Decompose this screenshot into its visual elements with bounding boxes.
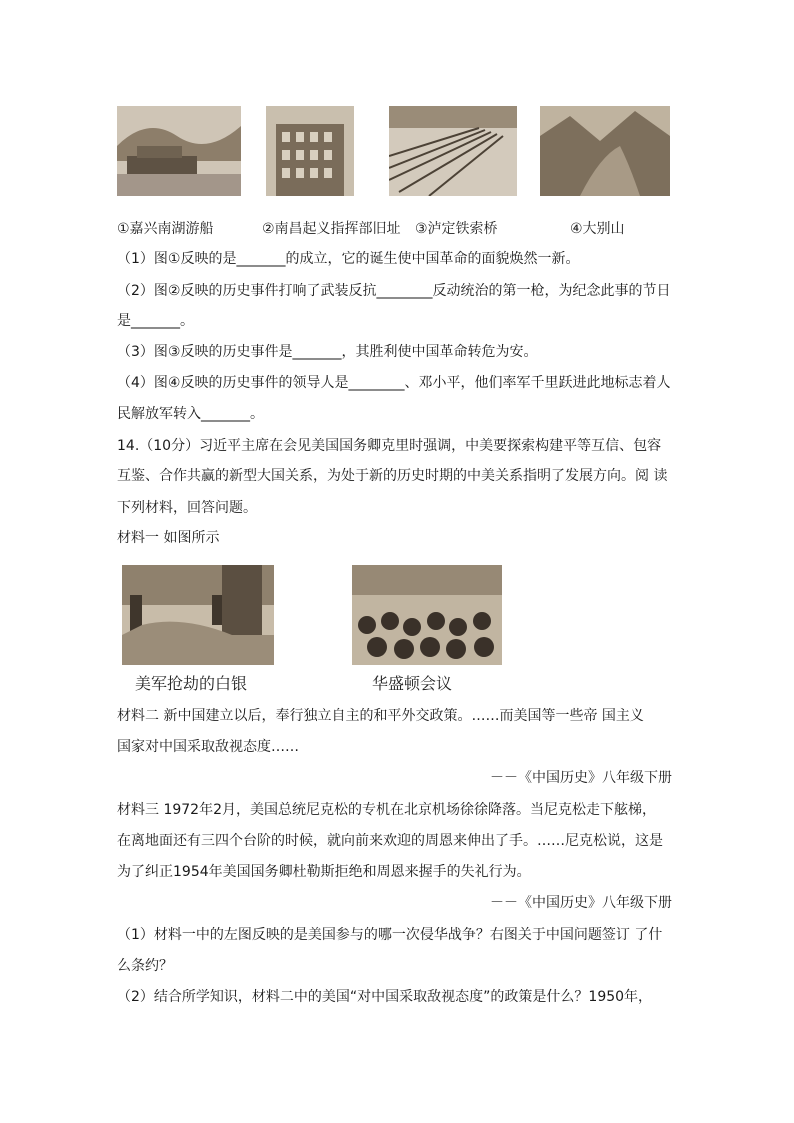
material1-label: 材料一 如图所示 (117, 530, 220, 546)
caption-1: ①嘉兴南湖游船 (117, 221, 214, 237)
q14-intro: 下列材料，回答问题。 (117, 500, 257, 516)
q13-line: 民解放军转入_______。 (117, 406, 264, 422)
q14-intro: 14.（10分）习近平主席在会见美国国务卿克里时强调，中美要探索构建平等互信、包容 (117, 438, 662, 454)
photo-nanchang-hq (266, 106, 354, 196)
material3-line: 材料三 1972年2月，美国总统尼克松的专机在北京机场徐徐降落。当尼克松走下舷梯， (117, 802, 656, 818)
question-line: （2）结合所学知识，材料二中的美国“对中国采取敌视态度”的政策是什么？1950年， (117, 989, 653, 1005)
caption-3: ③泸定铁索桥 (415, 221, 498, 237)
material3-line: 为了纠正1954年美国国务卿杜勒斯拒绝和周恩来握手的失礼行为。 (117, 864, 531, 880)
q13-line: （3）图③反映的历史事件是_______，其胜利使中国革命转危为安。 (117, 344, 538, 360)
source-citation: －－《中国历史》八年级下册 (490, 895, 672, 911)
material2-line: 国家对中国采取敌视态度…… (117, 739, 299, 755)
photo-caption-left: 美军抢劫的白银 (135, 674, 248, 693)
caption-4: ④大别山 (570, 221, 625, 237)
caption-2: ②南昌起义指挥部旧址 (262, 221, 401, 237)
q14-intro: 互鉴、合作共赢的新型大国关系，为处于新的历史时期的中美关系指明了发展方向。阅 读 (117, 468, 668, 484)
q13-line: （4）图④反映的历史事件的领导人是________、邓小平，他们率军千里跃进此地标志着人 (117, 375, 671, 391)
material2-line: 材料二 新中国建立以后，奉行独立自主的和平外交政策。……而美国等一些帝 国主义 (117, 708, 644, 724)
q13-line: （1）图①反映的是_______的成立，它的诞生使中国革命的面貌焕然一新。 (117, 251, 580, 267)
q13-line: 是_______。 (117, 313, 194, 329)
photo-luding-bridge (389, 106, 517, 196)
question-line: （1）材料一中的左图反映的是美国参与的哪一次侵华战争？右图关于中国问题签订 了什 (117, 927, 663, 943)
photo-washington-conference (352, 565, 502, 665)
material3-line: 在离地面还有三四个台阶的时候，就向前来欢迎的周恩来伸出了手。……尼克松说，这是 (117, 833, 663, 849)
photo-dabie-mountain (540, 106, 670, 196)
source-citation: －－《中国历史》八年级下册 (490, 770, 672, 786)
q13-line: （2）图②反映的历史事件打响了武装反抗________反动统治的第一枪，为纪念此事的节日 (117, 283, 671, 299)
question-line: 么条约？ (117, 958, 173, 974)
photo-us-troops-silver (122, 565, 274, 665)
photo-caption-right: 华盛顿会议 (372, 674, 453, 693)
photo-jiaxing-boat (117, 106, 241, 196)
